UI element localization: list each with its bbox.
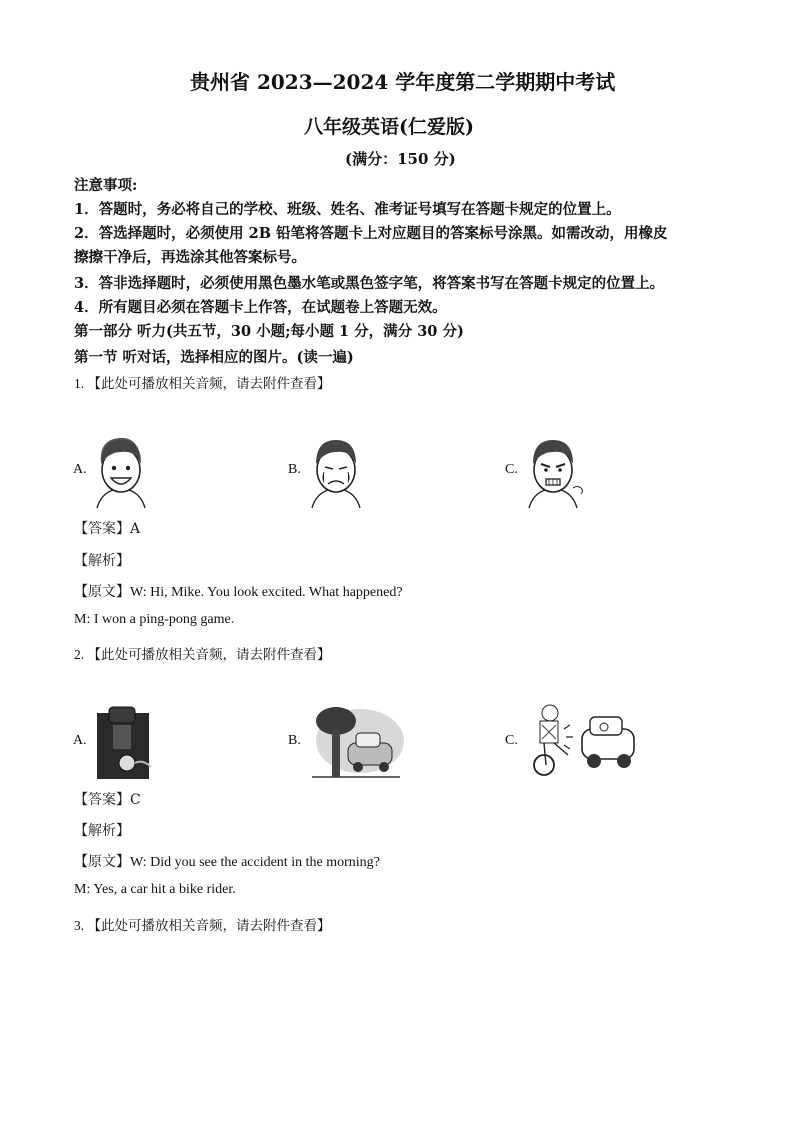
q1-reply-text: M: I won a ping-pong game. bbox=[74, 612, 235, 627]
q1-answer: 【答案】A bbox=[74, 521, 141, 537]
q1-option-a-excited-boy-image bbox=[93, 432, 149, 508]
note-item-2: 2．答选择题时，必须使用 2B 铅笔将答题卡上对应题目的答案标号涂黑。如需改动，用橡皮 bbox=[74, 225, 668, 242]
note-item-3: 3．答非选择题时，必须使用黑色墨水笔或黑色签字笔，将答案书写在答题卡规定的位置上。 bbox=[74, 275, 665, 292]
q2-option-b-label: B. bbox=[288, 733, 301, 748]
question-2-stem: 2. 【此处可播放相关音频，请去附件查看】 bbox=[74, 647, 331, 662]
q2-original-text: 【原文】W: Did you see the accident in the morning? bbox=[74, 855, 380, 870]
q2-option-b-car-tree-image bbox=[308, 703, 404, 779]
page-subtitle: 八年级英语(仁爱版) bbox=[304, 116, 474, 138]
part1-heading: 第一部分 听力(共五节，30 小题;每小题 1 分，满分 30 分) bbox=[74, 323, 464, 340]
note-item-2-cont: 擦擦干净后，再选涂其他答案标号。 bbox=[74, 249, 306, 266]
page-title: 贵州省 2023—2024 学年度第二学期期中考试 bbox=[190, 70, 616, 94]
q1-option-c-angry-boy-image bbox=[525, 432, 585, 508]
score-note: (满分：150 分) bbox=[345, 150, 456, 168]
q1-option-a-label: A. bbox=[73, 462, 87, 477]
note-item-1: 1．答题时，务必将自己的学校、班级、姓名、准考证号填写在答题卡规定的位置上。 bbox=[74, 201, 621, 218]
question-3-stem: 3. 【此处可播放相关音频，请去附件查看】 bbox=[74, 918, 331, 933]
q2-option-a-street-scene-image bbox=[93, 703, 153, 779]
q2-option-c-label: C. bbox=[505, 733, 518, 748]
question-1-stem: 1. 【此处可播放相关音频，请去附件查看】 bbox=[74, 376, 331, 391]
section1-heading: 第一节 听对话，选择相应的图片。(读一遍) bbox=[74, 349, 354, 366]
q2-option-a-label: A. bbox=[73, 733, 87, 748]
notes-heading: 注意事项: bbox=[74, 177, 138, 194]
q2-reply-text: M: Yes, a car hit a bike rider. bbox=[74, 882, 236, 897]
q2-option-c-car-hits-bike-image bbox=[528, 703, 640, 779]
q1-analysis: 【解析】 bbox=[74, 553, 130, 569]
q2-analysis: 【解析】 bbox=[74, 823, 130, 839]
q1-option-b-label: B. bbox=[288, 462, 301, 477]
note-item-4: 4．所有题目必须在答题卡上作答，在试题卷上答题无效。 bbox=[74, 299, 447, 316]
q1-original-text: 【原文】W: Hi, Mike. You look excited. What happened? bbox=[74, 585, 403, 600]
q1-option-c-label: C. bbox=[505, 462, 518, 477]
q2-answer: 【答案】C bbox=[74, 792, 141, 808]
q1-option-b-crying-boy-image bbox=[308, 432, 364, 508]
